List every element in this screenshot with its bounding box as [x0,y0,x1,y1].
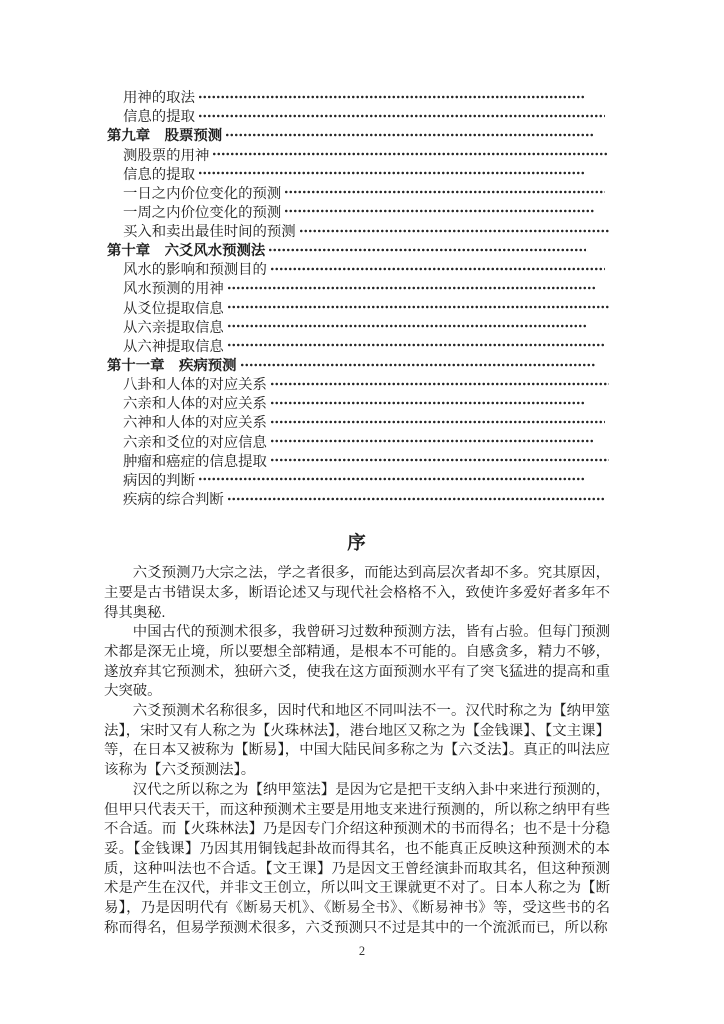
toc-entry-label: 买入和卖出最佳时间的预测 [123,224,296,241]
dot-leader [198,94,586,100]
dot-leader [240,362,595,368]
toc-entry-label: 一周之内价位变化的预测 [123,204,282,221]
dot-leader [270,457,609,463]
preface-paragraph: 六爻预测术名称很多，因时代和地区不同叫法不一。汉代时称之为【纳甲筮法】，宋时又有人称之为【火珠林法】，港台地区又称之为【金钱课】、【文主课】等，在日本又被称为【断易】，中国大陆民间多称之为【六爻法】。真正的叫法应该称为【六爻预测法】。 [104,703,610,779]
toc-row [104,221,610,240]
dot-leader [227,496,605,502]
toc-entry-label: 六亲和爻位的对应信息 [123,434,267,451]
toc-entry-label: 从六亲提取信息 [123,319,224,336]
toc-row [104,489,610,508]
toc-entry-label: 从爻位提取信息 [123,300,224,317]
toc-row [104,164,610,183]
toc-row [104,183,610,202]
dot-leader [284,189,605,195]
toc-row [104,432,610,451]
dot-leader [227,304,609,310]
toc-entry-label: 信息的提取 [123,109,195,126]
toc-row [104,106,610,125]
toc-row [104,240,610,259]
dot-leader [299,228,609,234]
preface-title: 序 [347,534,367,555]
toc-entry-label: 肿瘤和癌症的信息提取 [123,453,267,470]
preface-paragraph: 中国古代的预测术很多，我曾研习过数种预测方法，皆有占验。但每门预测术都是深无止境，所以要想全部精通，是根本不可能的。自感贪多，精力不够，遂放弃其它预测术，独研六爻，使我在这方面预测水平有了突飞猛进的提高和重大突破。 [104,624,610,700]
preface-paragraph: 汉代之所以称之为【纳甲筮法】是因为它是把干支纳入卦中来进行预测的，但甲只代表天干，而这种预测术主要是用地支来进行预测的，所以称之纳甲有些不合适。而【火珠林法】乃是因专门介绍这种预测术的书而得名；也不是十分稳妥。【金钱课】乃因其用铜钱起卦故而得其名，也不能真正反映这种预测术的本质，这种叫法也不合适。【文王课】乃是因文王曾经演卦而取其名，但这种预测术是产生在汉代，并非文王创立，所以叫文王课就更不对了。日本人称之为【断易】，乃是因明代有《断易天机》、《断易全书》、《断易神书》等，受这些书的名称而得名，但易学预测术很多，六爻预测只不过是其中的一个流派而已，所以称 [104,781,610,936]
toc-row [104,278,610,297]
dot-leader [270,381,609,387]
toc-row [104,298,610,317]
toc-entry-label: 六亲和人体的对应关系 [123,396,267,413]
toc-row [104,393,610,412]
dot-leader [270,438,595,444]
dot-leader [270,266,605,272]
toc-row [104,336,610,355]
dot-leader [198,476,586,482]
toc-row [104,202,610,221]
dot-leader [227,342,605,348]
toc-row [104,355,610,374]
dot-leader [268,247,586,253]
preface-paragraph: 六爻预测乃大宗之法，学之者很多，而能达到高层次者却不多。究其原因，主要是古书错误太多，断语论述又与现代社会格格不入，致使许多爱好者多年不得其奥秘. [104,565,610,621]
toc-entry-label: 病因的判断 [123,472,195,489]
toc-entry-label: 从六神提取信息 [123,338,224,355]
dot-leader [225,132,595,138]
toc-row [104,317,610,336]
toc-entry-label: 风水的影响和预测目的 [123,262,267,279]
dot-leader [227,323,586,329]
toc-entry-label: 一日之内价位变化的预测 [123,185,282,202]
dot-leader [270,400,586,406]
toc-entry-label: 用神的取法 [123,90,195,107]
toc-row [104,470,610,489]
toc-entry-label: 八卦和人体的对应关系 [123,377,267,394]
preface-body [104,564,610,938]
toc-entry-label: 第九章 股票预测 [107,128,223,145]
toc-entry-label: 第十一章 疾病预测 [107,358,237,375]
dot-leader [227,285,595,291]
toc-entry-label: 六神和人体的对应关系 [123,415,267,432]
toc-row [104,125,610,144]
toc-row [104,412,610,431]
toc-entry-label: 疾病的综合判断 [123,492,224,509]
toc-row [104,144,610,163]
toc-entry-label: 第十章 六爻风水预测法 [107,243,266,260]
toc-row [104,374,610,393]
toc-entry-label: 风水预测的用神 [123,281,224,298]
table-of-contents [104,87,610,508]
page-content [104,87,610,938]
toc-row [104,87,610,106]
toc-row [104,259,610,278]
dot-leader [198,113,605,119]
toc-entry-label: 测股票的用神 [123,147,210,164]
dot-leader [270,419,605,425]
toc-row [104,451,610,470]
dot-leader [212,151,609,157]
page-number: 2 [358,944,366,958]
dot-leader [284,208,595,214]
toc-entry-label: 信息的提取 [123,166,195,183]
dot-leader [198,170,586,176]
